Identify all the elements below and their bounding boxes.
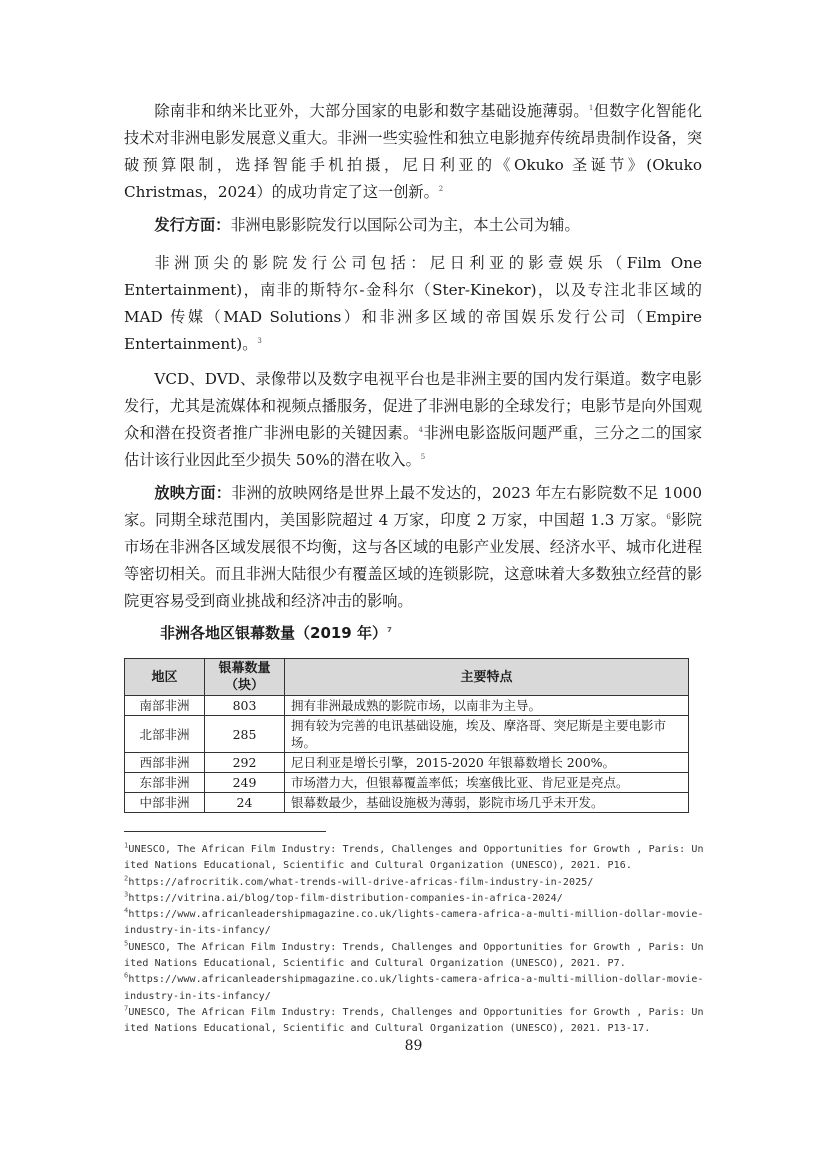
footnote-ref: 4 <box>418 425 423 434</box>
cell-features: 拥有非洲最成熟的影院市场，以南非为主导。 <box>285 696 689 716</box>
footnote-link[interactable]: https://www.africanleadershipmagazine.co.uk/lights-camera-africa-a-multi-million-dollar-movie-industry-in-its-infancy/ <box>124 974 704 1002</box>
section-lead: 发行方面： <box>154 216 231 234</box>
footnote-ref: 1 <box>588 103 594 112</box>
cell-screens: 803 <box>205 696 285 716</box>
footnote-link[interactable]: https://vitrina.ai/blog/top-film-distribution-companies-in-africa-2024/ <box>128 892 563 904</box>
table-caption <box>160 622 392 643</box>
paragraph-distributors <box>124 250 702 358</box>
header-region: 地区 <box>125 659 205 696</box>
table-header-row <box>125 659 689 696</box>
header-screen-count: 银幕数量（块） <box>205 659 285 696</box>
paragraph-text: 非洲的放映网络是世界上最不发达的，2023 年左右影院数不足 1000 家。同期全球范围内，美国影院超过 4 万家，印度 2 万家，中国超 1.3 万家。 <box>124 484 703 529</box>
cell-screens: 249 <box>205 773 285 793</box>
cell-features: 拥有较为完善的电讯基础设施，埃及、摩洛哥、突尼斯是主要电影市场。 <box>285 716 689 753</box>
footnote-item <box>124 940 704 973</box>
paragraph-channels <box>124 366 702 474</box>
cell-screens: 285 <box>205 716 285 753</box>
footnote-text: UNESCO, The African Film Industry: Trends, Challenges and Opportunities for Growth , Paris: United Nations Educational, Scientific and Cultural Organization (UNESCO), 2021. P16. <box>124 844 704 872</box>
footnote-item <box>124 907 704 940</box>
footnote-item <box>124 891 704 907</box>
table-row <box>125 773 689 793</box>
footnote-separator <box>124 831 326 832</box>
footnotes <box>124 842 704 1038</box>
paragraph-text: 非洲顶尖的影院发行公司包括：尼日利亚的影壹娱乐（Film One Entertainment)，南非的斯特尔-金科尔（Ster-Kinekor)，以及专注北非区域的MAD 传媒（MAD Solutions）和非洲多区域的帝国娱乐发行公司（Empire Entertainment)。 <box>124 254 702 353</box>
footnote-ref: 2 <box>438 184 444 193</box>
paragraph-text: 非洲电影盗版问题严重，三分之二的国家估计该行业因此至少损失 50%的潜在收入。 <box>124 424 703 469</box>
footnote-ref: 5 <box>420 452 426 461</box>
paragraph-text: 影院市场在非洲各区域发展很不均衡，这与各区域的电影产业发展、经济水平、城市化进程等密切相关。而且非洲大陆很少有覆盖区域的连锁影院，这意味着大多数独立经营的影院更容易受到商业挑战和经济冲击的影响。 <box>124 511 702 610</box>
page-number: 89 <box>404 1038 423 1054</box>
footnote-item <box>124 875 704 891</box>
cell-region: 中部非洲 <box>125 793 205 813</box>
table-row <box>125 716 689 753</box>
footnote-item <box>124 1005 704 1038</box>
table-caption-text: 非洲各地区银幕数量（2019 年） <box>160 624 387 642</box>
cell-screens: 24 <box>205 793 285 813</box>
footnote-number: 3 <box>124 890 129 899</box>
cell-region: 北部非洲 <box>125 716 205 753</box>
cell-region: 西部非洲 <box>125 753 205 773</box>
paragraph-text: VCD、DVD、录像带以及数字电视平台也是非洲主要的国内发行渠道。数字电影发行，尤其是流媒体和视频点播服务，促进了非洲电影的全球发行；电影节是向外国观众和潜在投资者推广非洲电影的关键因素。 <box>124 370 702 442</box>
footnote-number: 4 <box>124 906 129 915</box>
footnote-number: 5 <box>124 939 129 948</box>
footnote-ref: 6 <box>666 512 671 521</box>
cell-features: 市场潜力大，但银幕覆盖率低；埃塞俄比亚、肯尼亚是亮点。 <box>285 773 689 793</box>
header-features: 主要特点 <box>285 659 689 696</box>
footnote-text: UNESCO, The African Film Industry: Trends, Challenges and Opportunities for Growth , Paris: United Nations Educational, Scientific and Cultural Organization (UNESCO), 2021. P7. <box>124 941 704 970</box>
paragraph-exhibition <box>124 480 702 615</box>
table-row <box>125 696 689 716</box>
section-lead: 放映方面： <box>154 484 232 502</box>
footnote-number: 6 <box>124 972 129 981</box>
table-row <box>125 753 689 773</box>
screen-count-table <box>124 658 689 813</box>
footnote-number: 7 <box>124 1004 129 1013</box>
footnote-ref: 7 <box>386 626 392 634</box>
footnote-item <box>124 972 704 1005</box>
footnote-ref: 3 <box>257 336 262 345</box>
footnote-number: 2 <box>124 874 129 883</box>
paragraph-text: 但数字化智能化技术对非洲电影发展意义重大。非洲一些实验性和独立电影抛弃传统昂贵制作设备，突破预算限制，选择智能手机拍摄，尼日利亚的《Okuko 圣诞节》(Okuko Christmas，2024）的成功肯定了这一创新。 <box>124 102 703 201</box>
table-row <box>125 793 689 813</box>
paragraph-digital-infrastructure <box>124 98 702 206</box>
cell-features: 银幕数最少，基础设施极为薄弱，影院市场几乎未开发。 <box>285 793 689 813</box>
footnote-item <box>124 842 704 875</box>
footnote-number: 1 <box>124 841 129 850</box>
footnote-link[interactable]: https://www.africanleadershipmagazine.co.uk/lights-camera-africa-a-multi-million-dollar-movie-industry-in-its-infancy/ <box>124 909 704 937</box>
footnote-link[interactable]: https://afrocritik.com/what-trends-will-drive-africas-film-industry-in-2025/ <box>128 876 594 888</box>
footnote-text: UNESCO, The African Film Industry: Trends, Challenges and Opportunities for Growth , Paris: United Nations Educational, Scientific and Cultural Organization (UNESCO), 2021. P13-17. <box>124 1006 704 1035</box>
cell-features: 尼日利亚是增长引擎，2015-2020 年银幕数增长 200%。 <box>285 753 689 773</box>
cell-screens: 292 <box>205 753 285 773</box>
paragraph-text: 除南非和纳米比亚外，大部分国家的电影和数字基础设施薄弱。 <box>154 102 589 120</box>
paragraph-text: 非洲电影影院发行以国际公司为主，本土公司为辅。 <box>230 216 580 234</box>
cell-region: 东部非洲 <box>125 773 205 793</box>
paragraph-distribution <box>124 212 702 239</box>
cell-region: 南部非洲 <box>125 696 205 716</box>
